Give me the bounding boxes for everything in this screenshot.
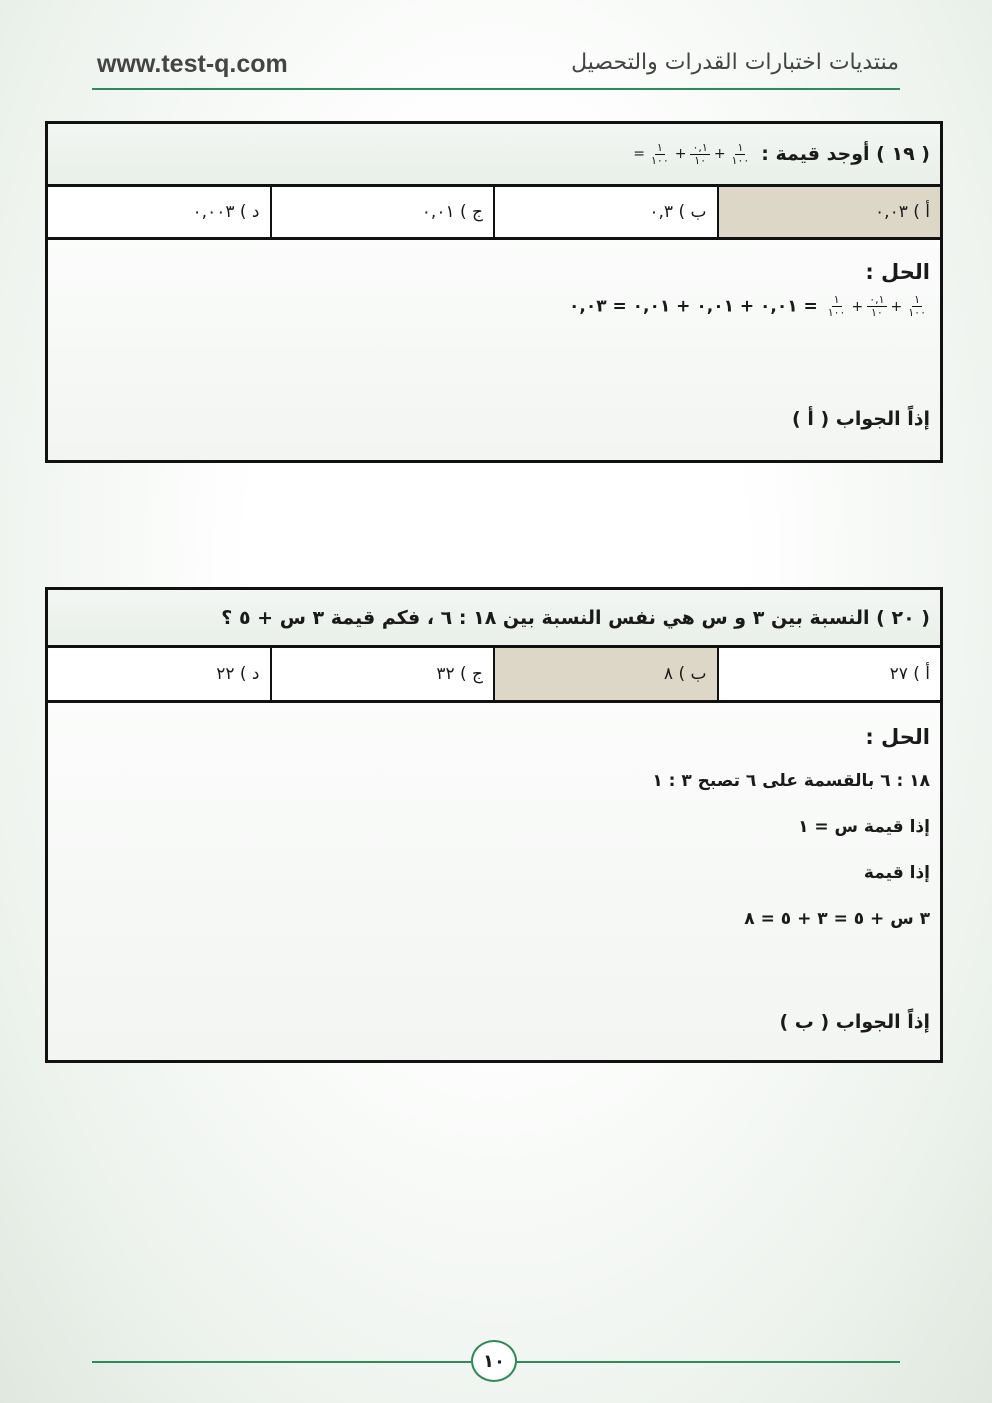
solution-line: إذا قيمة: [863, 863, 930, 883]
plus-sign: +: [890, 298, 903, 315]
plus-sign: +: [713, 146, 726, 162]
option-a[interactable]: أ ) ٠,٠٣: [717, 187, 941, 237]
fraction: $\frac{١}{١٠٠}$: [731, 140, 750, 167]
answer-line: إذاً الجواب ( أ ): [792, 408, 930, 430]
option-c[interactable]: ج ) ٠,٠١: [270, 187, 494, 237]
option-a[interactable]: أ ) ٢٧: [717, 648, 941, 700]
solution-line: إذا قيمة س = ١: [798, 817, 930, 837]
fraction: $\frac{٠,١}{١٠}$: [869, 293, 885, 319]
footer-line-right: [517, 1361, 900, 1363]
question-19-box: [45, 121, 943, 463]
solution-line: ١٨ : ٦ بالقسمة على ٦ تصبح ٣ : ١: [652, 771, 930, 791]
fraction: $\frac{٠,١}{١٠}$: [692, 140, 708, 167]
solution-line: ٣ س + ٥ = ٣ + ٥ = ٨: [744, 909, 930, 929]
footer-line-left: [92, 1361, 471, 1363]
plus-sign: +: [851, 298, 864, 315]
question-20-solution: [48, 703, 940, 1060]
solution-result: = ٠,٠١ + ٠,٠١ + ٠,٠١ = ٠,٠٣: [568, 296, 818, 317]
page-number: ١٠: [471, 1340, 517, 1382]
fraction: $\frac{١}{١٠٠}$: [908, 293, 926, 319]
question-19-prompt: ( ١٩ ) أوجد قيمة :: [761, 143, 930, 165]
fraction: $\frac{١}{١٠٠}$: [651, 140, 669, 167]
forum-title: منتديات اختبارات القدرات والتحصيل: [571, 50, 899, 75]
fraction: $\frac{١}{١٠٠}$: [827, 293, 846, 319]
question-20-options: [48, 648, 940, 703]
site-url[interactable]: www.test-q.com: [97, 50, 288, 78]
question-19-options: [48, 187, 940, 240]
question-20-prompt-row: [48, 590, 940, 648]
option-b[interactable]: ب ) ٨: [493, 648, 717, 700]
option-d[interactable]: د ) ٠,٠٠٣: [48, 187, 270, 237]
equals-sign: =: [633, 146, 646, 162]
solution-line: [58, 294, 930, 319]
answer-line: إذاً الجواب ( ب ): [779, 1011, 930, 1033]
question-20-prompt: ( ٢٠ ) النسبة بين ٣ و س هي نفس النسبة بين ١٨ : ٦ ، فكم قيمة ٣ س + ٥ ؟: [221, 606, 930, 629]
solution-title: الحل :: [865, 260, 930, 284]
option-d[interactable]: د ) ٢٢: [48, 648, 270, 700]
option-c[interactable]: ج ) ٣٢: [270, 648, 494, 700]
solution-title: الحل :: [865, 725, 930, 749]
question-19-solution: [48, 240, 940, 460]
question-19-expression: [631, 142, 753, 167]
question-19-prompt-row: [48, 124, 940, 187]
option-b[interactable]: ب ) ٠,٣: [493, 187, 717, 237]
plus-sign: +: [674, 146, 687, 162]
header-divider: [92, 88, 900, 90]
question-20-box: [45, 587, 943, 1063]
